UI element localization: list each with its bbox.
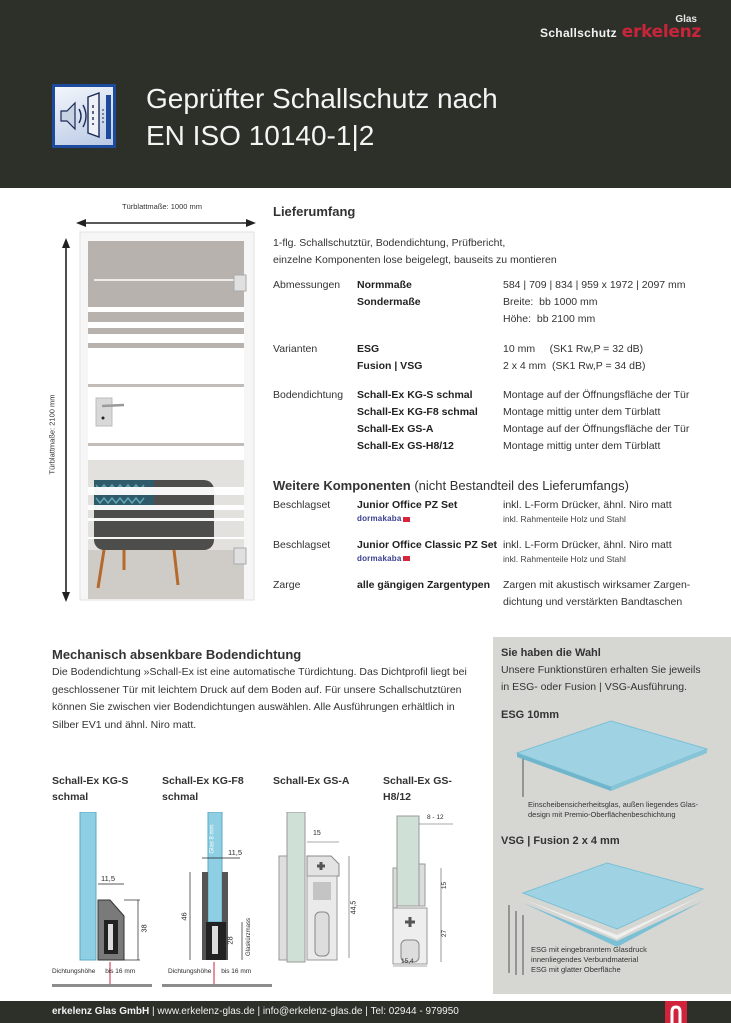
component-row <box>273 537 713 565</box>
spec-row <box>273 311 713 328</box>
spec-row <box>273 404 713 421</box>
spec-value: Montage auf der Öffnungsfläche der Tür <box>503 422 690 435</box>
door-width-label: Türblattmaße: 1000 mm <box>122 202 203 211</box>
seal-height-label: Dichtungshöhe bis 16 mm <box>168 968 252 975</box>
seal-title-kg-s: Schall-Ex KG-S schmal <box>52 775 129 803</box>
component-name-cell <box>357 497 503 525</box>
component-label: Beschlagset <box>273 539 331 552</box>
glass-label: Glas variabel <box>74 901 81 937</box>
mechanical-heading: Mechanisch absenkbare Bodendichtung <box>52 647 302 662</box>
brand-name: erkelenz <box>621 22 701 42</box>
brand-logo <box>621 14 701 42</box>
spec-name: Schall-Ex GS-H8/12 <box>357 439 454 452</box>
spec-row <box>273 438 713 455</box>
choice-heading: Sie haben die Wahl <box>501 647 601 659</box>
lieferumfang-intro <box>273 235 713 269</box>
spec-name: Normmaße <box>357 279 412 292</box>
component-value-cell <box>503 497 713 525</box>
footer-contact <box>52 1006 459 1017</box>
glass-label: Glas 8 mm <box>209 824 216 854</box>
component-value: inkl. L-Form Drücker, ähnl. Niro matt <box>503 539 672 552</box>
mechanical-seal-section <box>52 646 482 734</box>
choice-text <box>501 645 726 696</box>
weitere-heading <box>273 478 713 495</box>
inner-label: Glaskürzmass <box>246 917 253 957</box>
spec-label: Abmessungen <box>273 279 341 292</box>
seal-title-gs-h8: Schall-Ex GS- H8/12 <box>383 775 452 803</box>
spec-row <box>273 341 713 358</box>
component-row <box>273 497 713 525</box>
component-name: Junior Office PZ Set <box>357 499 458 512</box>
spec-row <box>273 277 713 294</box>
spec-name <box>357 311 503 328</box>
footer-brand-icon <box>665 1001 687 1023</box>
spec-label <box>273 421 357 438</box>
page-title <box>146 80 498 154</box>
spec-label: Bodendichtung <box>273 389 344 402</box>
seal-diagram-gs-a <box>273 812 363 972</box>
footer-company: erkelenz Glas GmbH <box>52 1006 150 1017</box>
spec-value: 10 mm (SK1 Rw,P = 32 dB) <box>503 342 644 355</box>
spec-row <box>273 387 713 404</box>
spec-name: Schall-Ex KG-S schmal <box>357 389 473 402</box>
dormakaba-logo: dormakaba <box>357 554 503 564</box>
choice-text-2: in ESG- oder Fusion | VSG-Ausführung. <box>501 681 687 693</box>
esg-glass-illustration <box>511 717 711 797</box>
dim-lower: 27 <box>441 929 449 938</box>
dim-inner: 28 <box>225 936 235 945</box>
spec-value: Montage mittig unter dem Türblatt <box>503 406 661 419</box>
seal-title-kg-f8: Schall-Ex KG-F8 schmal <box>162 775 244 803</box>
intro-line-1: 1-flg. Schallschutztür, Bodendichtung, Prüfbericht, <box>273 236 506 249</box>
spec-name: Schall-Ex KG-F8 schmal <box>357 406 478 419</box>
spec-value: 2 x 4 mm (SK1 Rw,P = 34 dB) <box>503 359 646 372</box>
spec-label: Varianten <box>273 342 318 355</box>
component-value-cell <box>503 537 713 565</box>
glass-choice-panel <box>493 637 731 994</box>
brand-block <box>540 14 701 42</box>
title-line-2: EN ISO 10140-1|2 <box>146 120 375 151</box>
spec-name: Fusion | VSG <box>357 359 423 372</box>
component-value: Zargen mit akustisch wirksamer Zargen- <box>503 578 691 591</box>
component-note: inkl. Rahmenteile Holz und Stahl <box>503 553 626 564</box>
component-value: inkl. L-Form Drücker, ähnl. Niro matt <box>503 499 672 512</box>
sound-protection-icon <box>52 84 116 148</box>
intro-line-2: einzelne Komponenten lose beigelegt, bauseits zu montieren <box>273 253 557 266</box>
page-footer <box>0 1001 731 1023</box>
door-figure <box>44 200 260 605</box>
seal-height-label: Dichtungshöhe bis 16 mm <box>52 968 136 975</box>
weitere-heading-rest: (nicht Bestandteil des Lieferumfangs) <box>410 477 629 493</box>
spec-name: Sondermaße <box>357 296 421 309</box>
spec-label <box>273 294 357 311</box>
spec-label <box>273 358 357 375</box>
footer-contact-details: | www.erkelenz-glas.de | info@erkelenz-glas.de | Tel: 02944 - 979950 <box>149 1006 459 1017</box>
page-header <box>0 0 731 188</box>
dim-width: 11,5 <box>228 848 243 857</box>
title-line-1: Geprüfter Schallschutz nach <box>146 83 498 114</box>
spec-value: Montage auf der Öffnungsfläche der Tür <box>503 389 690 402</box>
dim-height: 46 <box>179 912 189 921</box>
seal-diagram-gs-h8 <box>383 812 463 972</box>
dim-width: 15 <box>313 830 321 837</box>
vsg-captions: ESG mit eingebranntem Glasdruck innenliegendes Verbundmaterial ESG mit glatter Oberfläche <box>531 945 647 974</box>
spec-row <box>273 358 713 375</box>
spec-row <box>273 294 713 311</box>
dim-height: 44,5 <box>350 900 358 915</box>
component-value-cell <box>503 577 713 611</box>
choice-text-1: Unsere Funktionstüren erhalten Sie jeweils <box>501 664 701 676</box>
spec-name: Schall-Ex GS-A <box>357 422 434 435</box>
dim-width: 15,4 <box>401 958 414 965</box>
esg-caption: Einscheibensicherheitsglas, außen liegendes Glas- design mit Premio-Oberflächenbeschichtung <box>528 800 699 819</box>
section-label: Schallschutz <box>540 26 617 40</box>
dim-glass: 8 - 12 <box>427 814 444 821</box>
vsg-label: VSG | Fusion 2 x 4 mm <box>501 835 620 847</box>
component-name-cell <box>357 537 503 565</box>
seal-diagram-kg-f8 <box>162 812 272 987</box>
component-row <box>273 577 713 611</box>
spec-row <box>273 421 713 438</box>
weitere-heading-bold: Weitere Komponenten <box>273 477 411 493</box>
spec-label <box>273 404 357 421</box>
component-name: Junior Office Classic PZ Set <box>357 539 498 552</box>
dim-upper: 15 <box>441 881 449 890</box>
brand-sub: Glas <box>675 14 697 25</box>
spec-name: ESG <box>357 342 380 355</box>
mechanical-body: Die Bodendichtung »Schall-Ex ist eine automatische Türdichtung. Das Dichtprofil liegt bei geschlossener Tür mit leichtem Druck auf dem Boden auf. Für unsere Schallschutztüren können Sie zwischen vier Bodendichtungen auswählen. Alle Ausführungen erhältlich in Silber EV1 und ähnl. Niro matt. <box>52 666 467 731</box>
seal-diagram-kg-s <box>52 812 152 987</box>
dim-height: 38 <box>139 924 149 933</box>
spec-value: Höhe: bb 2100 mm <box>503 312 596 325</box>
component-label: Beschlagset <box>273 499 331 512</box>
specification-section <box>273 204 713 611</box>
component-value-2: dichtung und verstärkten Bandtaschen <box>503 595 683 608</box>
spec-value: Montage mittig unter dem Türblatt <box>503 439 661 452</box>
esg-label: ESG 10mm <box>501 709 560 721</box>
component-note: inkl. Rahmenteile Holz und Stahl <box>503 514 626 525</box>
lieferumfang-heading: Lieferumfang <box>273 204 356 219</box>
spec-value: Breite: bb 1000 mm <box>503 296 598 309</box>
door-height-label: Türblattmaße: 2100 mm <box>47 394 57 475</box>
component-label: Zarge <box>273 578 301 591</box>
dim-width: 11,5 <box>101 874 116 883</box>
spec-value: 584 | 709 | 834 | 959 x 1972 | 2097 mm <box>503 279 686 292</box>
door-illustration <box>44 200 260 605</box>
component-name: alle gängigen Zargentypen <box>357 578 491 591</box>
dormakaba-logo: dormakaba <box>357 514 503 524</box>
spec-label <box>273 311 357 328</box>
seal-title-gs-a: Schall-Ex GS-A <box>273 775 350 787</box>
spec-label <box>273 438 357 455</box>
